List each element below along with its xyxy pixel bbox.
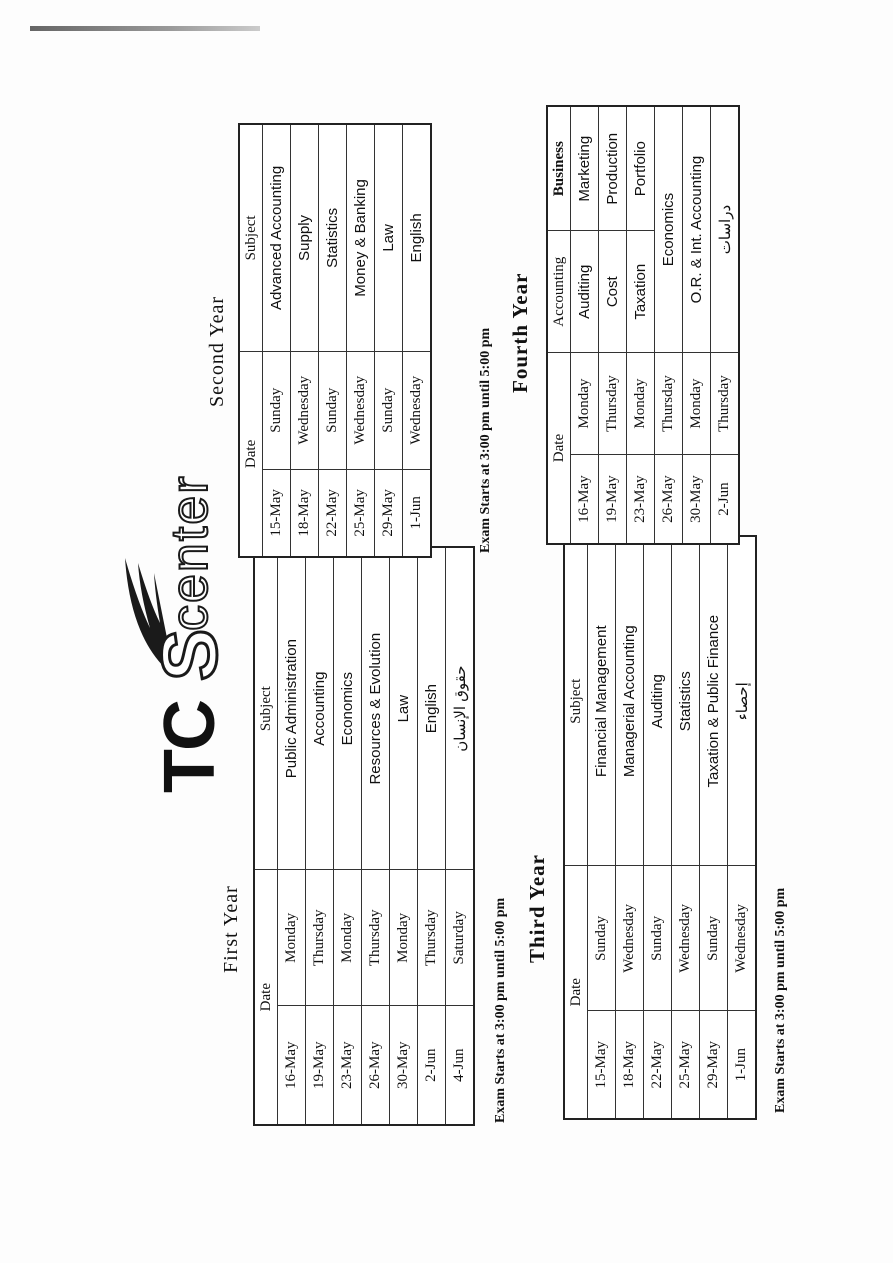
subject-cell: English — [403, 124, 432, 351]
logo-tc: TC — [150, 701, 230, 793]
third-year-title: Third Year — [525, 854, 549, 963]
fourth-year-title: Fourth Year — [508, 272, 532, 393]
date-cell: 16-May — [571, 455, 599, 544]
table-row — [362, 547, 390, 1125]
date-cell: 16-May — [278, 1006, 306, 1125]
table-row — [599, 106, 627, 544]
day-cell: Thursday — [711, 353, 740, 455]
table-row — [683, 106, 711, 544]
shared-subject-cell: O.R. & Int. Accounting — [683, 106, 711, 353]
day-cell: Wednesday — [616, 866, 644, 1011]
table-row — [347, 124, 375, 557]
day-cell: Monday — [683, 353, 711, 455]
day-cell: Thursday — [362, 870, 390, 1006]
shared-subject-cell: Economics — [655, 106, 683, 353]
date-cell: 23-May — [627, 455, 655, 544]
table-header-row — [254, 547, 278, 1125]
day-cell: Thursday — [418, 870, 446, 1006]
table-row — [672, 536, 700, 1119]
date-cell: 15-May — [588, 1011, 616, 1119]
date-cell: 22-May — [319, 469, 347, 557]
table-row — [655, 106, 683, 544]
fourth-year-table — [546, 105, 740, 545]
table-row — [375, 124, 403, 557]
date-cell: 4-Jun — [446, 1006, 475, 1125]
day-cell: Wednesday — [672, 866, 700, 1011]
table-row — [700, 536, 728, 1119]
subject-cell: Statistics — [319, 124, 347, 351]
date-cell: 2-Jun — [418, 1006, 446, 1125]
first-year-table — [253, 546, 475, 1126]
second-year-table — [238, 123, 432, 558]
day-cell: Monday — [627, 353, 655, 455]
first-year-exam-note: Exam Starts at 3:00 pm until 5:00 pm — [493, 897, 508, 1123]
date-cell: 25-May — [672, 1011, 700, 1119]
day-cell: Monday — [278, 870, 306, 1006]
subject-cell: Managerial Accounting — [616, 536, 644, 866]
subject-cell: Law — [375, 124, 403, 351]
date-cell: 30-May — [683, 455, 711, 544]
business-subject-cell: Marketing — [571, 106, 599, 231]
subject-header: Subject — [564, 536, 588, 866]
subject-cell: Auditing — [644, 536, 672, 866]
day-cell: Sunday — [263, 351, 291, 469]
shared-subject-cell: دراسات — [711, 106, 740, 353]
business-header: Business — [547, 106, 571, 231]
subject-cell: Law — [390, 547, 418, 870]
table-row — [627, 106, 655, 544]
day-cell: Sunday — [588, 866, 616, 1011]
accounting-subject-cell: Taxation — [627, 231, 655, 353]
table-row — [291, 124, 319, 557]
date-cell: 26-May — [655, 455, 683, 544]
day-cell: Sunday — [644, 866, 672, 1011]
subject-cell: Money & Banking — [347, 124, 375, 351]
table-row — [319, 124, 347, 557]
subject-header: Subject — [239, 124, 263, 351]
table-header-row — [547, 106, 571, 544]
table-row — [263, 124, 291, 557]
date-header: Date — [239, 351, 263, 557]
day-cell: Wednesday — [291, 351, 319, 469]
table-row — [403, 124, 432, 557]
accounting-header: Accounting — [547, 231, 571, 353]
day-cell: Sunday — [700, 866, 728, 1011]
table-header-row — [564, 536, 588, 1119]
subject-header: Subject — [254, 547, 278, 870]
date-cell: 1-Jun — [728, 1011, 757, 1119]
subject-cell: Statistics — [672, 536, 700, 866]
table-header-row — [239, 124, 263, 557]
logo-s: S — [145, 628, 233, 681]
table-row — [306, 547, 334, 1125]
day-cell: Wednesday — [403, 351, 432, 469]
date-cell: 18-May — [616, 1011, 644, 1119]
date-cell: 23-May — [334, 1006, 362, 1125]
logo-center: center — [161, 474, 219, 631]
business-subject-cell: Production — [599, 106, 627, 231]
table-row — [711, 106, 740, 544]
date-cell: 30-May — [390, 1006, 418, 1125]
date-cell: 1-Jun — [403, 469, 432, 557]
date-cell: 2-Jun — [711, 455, 740, 544]
subject-cell: English — [418, 547, 446, 870]
date-cell: 29-May — [375, 469, 403, 557]
subject-cell: Accounting — [306, 547, 334, 870]
accounting-subject-cell: Cost — [599, 231, 627, 353]
table-row — [446, 547, 475, 1125]
date-cell: 19-May — [599, 455, 627, 544]
second-year-exam-note: Exam Starts at 3:00 pm until 5:00 pm — [478, 327, 493, 553]
second-year-title: Second Year — [206, 296, 228, 407]
business-subject-cell: Portfolio — [627, 106, 655, 231]
table-row — [571, 106, 599, 544]
table-row — [588, 536, 616, 1119]
day-cell: Monday — [390, 870, 418, 1006]
subject-cell: Economics — [334, 547, 362, 870]
day-cell: Monday — [334, 870, 362, 1006]
day-cell: Sunday — [319, 351, 347, 469]
tcs-center-logo — [120, 413, 233, 793]
subject-cell: Advanced Accounting — [263, 124, 291, 351]
date-cell: 25-May — [347, 469, 375, 557]
day-cell: Thursday — [306, 870, 334, 1006]
subject-cell: Resources & Evolution — [362, 547, 390, 870]
subject-cell: إحصاء — [728, 536, 757, 866]
date-cell: 26-May — [362, 1006, 390, 1125]
subject-cell: Financial Management — [588, 536, 616, 866]
table-row — [728, 536, 757, 1119]
date-cell: 22-May — [644, 1011, 672, 1119]
day-cell: Thursday — [655, 353, 683, 455]
date-cell: 29-May — [700, 1011, 728, 1119]
table-row — [616, 536, 644, 1119]
table-row — [644, 536, 672, 1119]
third-year-exam-note: Exam Starts at 3:00 pm until 5:00 pm — [773, 887, 788, 1113]
date-header: Date — [547, 353, 571, 544]
day-cell: Thursday — [599, 353, 627, 455]
date-cell: 18-May — [291, 469, 319, 557]
accounting-subject-cell: Auditing — [571, 231, 599, 353]
date-header: Date — [254, 870, 278, 1125]
day-cell: Monday — [571, 353, 599, 455]
first-year-title: First Year — [220, 885, 242, 973]
subject-cell: Public Administration — [278, 547, 306, 870]
date-cell: 15-May — [263, 469, 291, 557]
date-header: Date — [564, 866, 588, 1119]
day-cell: Wednesday — [728, 866, 757, 1011]
day-cell: Wednesday — [347, 351, 375, 469]
subject-cell: حقوق الإنسان — [446, 547, 475, 870]
subject-cell: Taxation & Public Finance — [700, 536, 728, 866]
third-year-table — [563, 535, 757, 1120]
date-cell: 19-May — [306, 1006, 334, 1125]
table-row — [334, 547, 362, 1125]
table-row — [418, 547, 446, 1125]
day-cell: Saturday — [446, 870, 475, 1006]
day-cell: Sunday — [375, 351, 403, 469]
table-row — [278, 547, 306, 1125]
table-row — [390, 547, 418, 1125]
subject-cell: Supply — [291, 124, 319, 351]
